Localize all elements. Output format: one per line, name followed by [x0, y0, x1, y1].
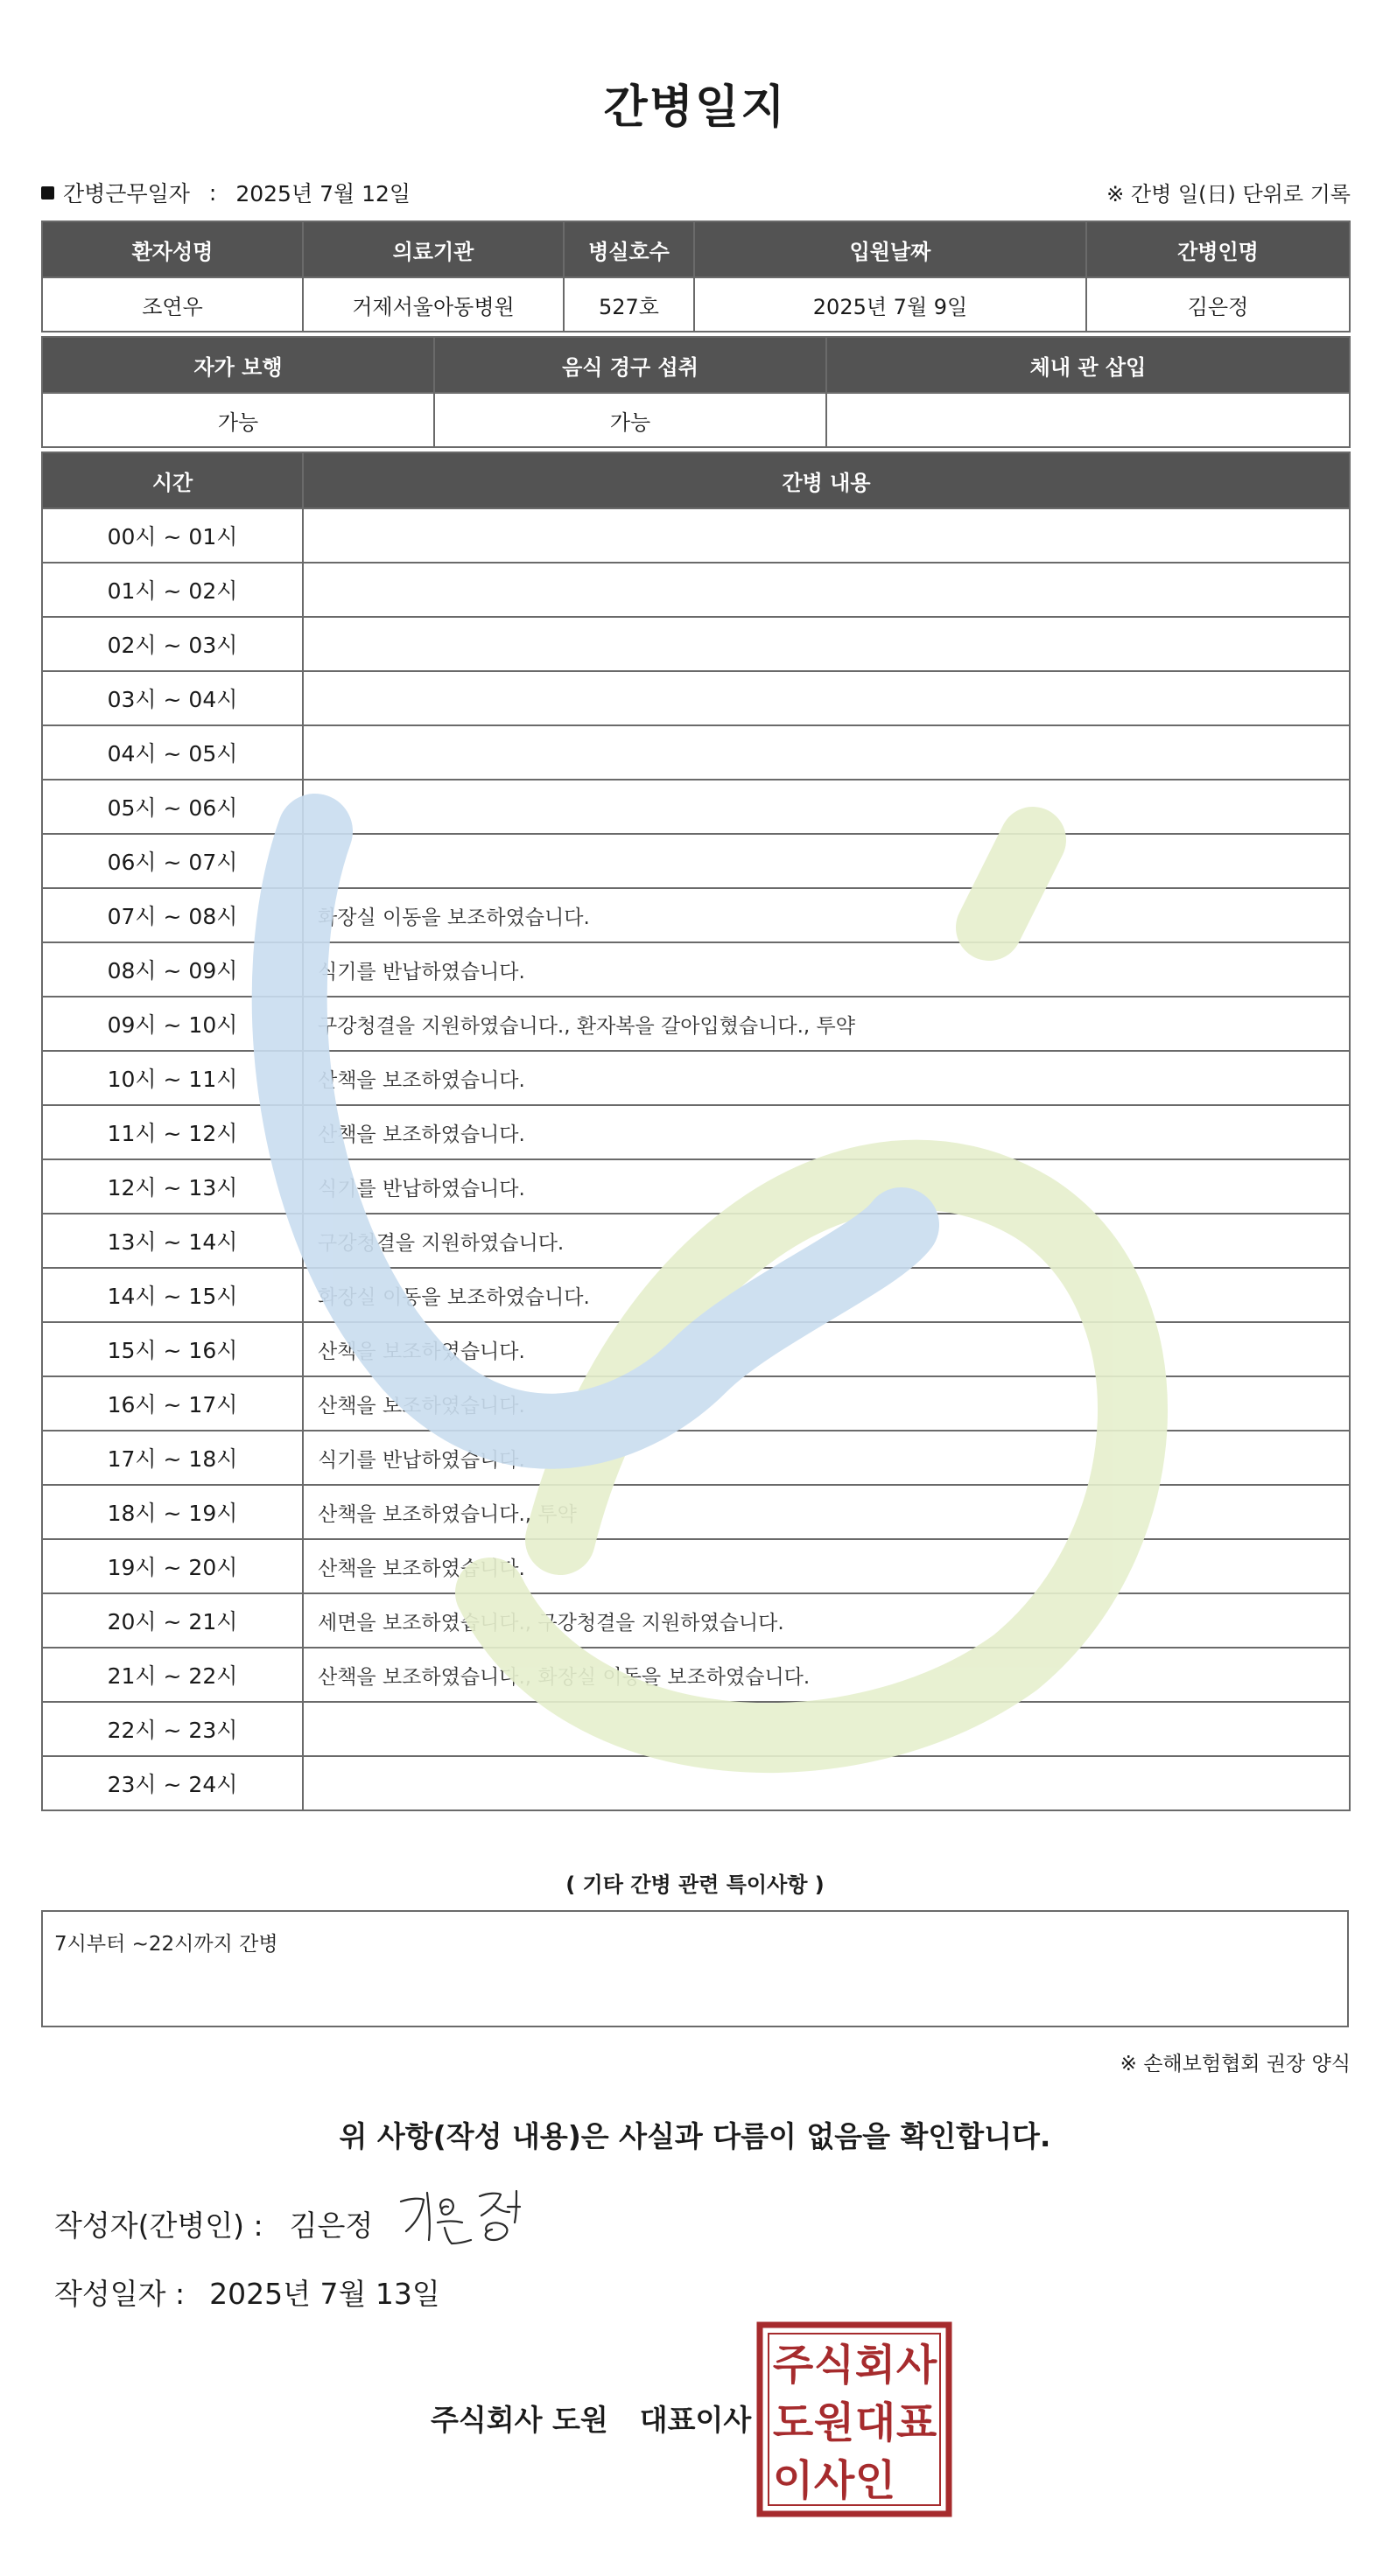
handwritten-signature	[396, 2182, 536, 2252]
log-time-cell: 19시 ~ 20시	[42, 1539, 303, 1593]
header-tube-insertion: 체내 관 삽입	[826, 337, 1350, 393]
care-log-row	[42, 997, 1350, 1051]
header-patient-name: 환자성명	[42, 221, 303, 277]
writer-name: 김은정	[289, 2208, 374, 2243]
patient-status-table	[41, 336, 1351, 448]
daily-record-note: ※ 간병 일(日) 단위로 기록	[1106, 182, 1351, 206]
care-log-row	[42, 888, 1350, 942]
status-value-row	[42, 393, 1350, 447]
log-time-cell: 18시 ~ 19시	[42, 1485, 303, 1539]
company-representative: 대표이사	[639, 2403, 752, 2437]
status-header-row	[42, 337, 1350, 393]
header-caregiver-name: 간병인명	[1086, 221, 1350, 277]
hospital-value: 거제서울아동병원	[303, 277, 564, 332]
seal-character: 도	[772, 2398, 814, 2447]
care-log-row	[42, 1376, 1350, 1431]
log-content-cell: 식기를 반납하였습니다.	[303, 1159, 1350, 1214]
company-name: 주식회사 도원	[431, 2403, 608, 2437]
room-number-value: 527호	[564, 277, 694, 332]
work-date-label: 간병근무일자	[63, 181, 190, 206]
seal-character: 주	[772, 2341, 814, 2390]
oral-intake-value: 가능	[434, 393, 826, 447]
seal-character: 식	[813, 2341, 855, 2390]
log-time-cell: 20시 ~ 21시	[42, 1593, 303, 1648]
log-content-cell	[303, 617, 1350, 671]
log-content-cell: 구강청결을 지원하였습니다.	[303, 1214, 1350, 1268]
log-time-cell: 12시 ~ 13시	[42, 1159, 303, 1214]
care-log-row	[42, 1214, 1350, 1268]
log-time-cell: 23시 ~ 24시	[42, 1756, 303, 1810]
log-content-cell	[303, 671, 1350, 725]
write-date-label: 작성일자 :	[54, 2277, 186, 2311]
log-content-cell: 산책을 보조하였습니다.	[303, 1051, 1350, 1105]
log-time-cell: 00시 ~ 01시	[42, 508, 303, 563]
bullet-square-icon	[41, 186, 54, 200]
log-content-cell: 산책을 보조하였습니다.	[303, 1105, 1350, 1159]
seal-character: 사	[813, 2456, 855, 2505]
patient-info-table	[41, 220, 1351, 332]
work-date-row	[41, 177, 411, 208]
log-content-cell	[303, 508, 1350, 563]
writer-label: 작성자(간병인) :	[54, 2208, 263, 2243]
care-log-row	[42, 563, 1350, 617]
care-log-row	[42, 1051, 1350, 1105]
page-title: 간병일지	[603, 81, 787, 134]
remarks-text: 7시부터 ~22시까지 간병	[54, 1933, 278, 1956]
log-time-cell: 05시 ~ 06시	[42, 780, 303, 834]
header-hospital: 의료기관	[303, 221, 564, 277]
log-content-cell: 산책을 보조하였습니다.	[303, 1539, 1350, 1593]
log-time-cell: 07시 ~ 08시	[42, 888, 303, 942]
seal-character: 대	[854, 2398, 896, 2447]
log-time-cell: 11시 ~ 12시	[42, 1105, 303, 1159]
write-date-line	[54, 2272, 440, 2313]
log-time-cell: 16시 ~ 17시	[42, 1376, 303, 1431]
header-room-number: 병실호수	[564, 221, 694, 277]
seal-character: 사	[895, 2341, 937, 2390]
company-line	[431, 2398, 751, 2439]
header-self-walking: 자가 보행	[42, 337, 434, 393]
care-log-row	[42, 780, 1350, 834]
log-content-cell	[303, 1756, 1350, 1810]
log-content-cell: 산책을 보조하였습니다.	[303, 1376, 1350, 1431]
header-care-content: 간병 내용	[303, 452, 1350, 508]
seal-character: 이	[772, 2456, 814, 2505]
colon-separator: :	[208, 179, 217, 206]
log-time-cell: 22시 ~ 23시	[42, 1702, 303, 1756]
log-time-cell: 15시 ~ 16시	[42, 1322, 303, 1376]
log-time-cell: 13시 ~ 14시	[42, 1214, 303, 1268]
log-time-cell: 21시 ~ 22시	[42, 1648, 303, 1702]
log-time-cell: 17시 ~ 18시	[42, 1431, 303, 1485]
confirmation-statement: 위 사항(작성 내용)은 사실과 다름이 없음을 확인합니다.	[339, 2119, 1051, 2153]
admission-date-value: 2025년 7월 9일	[694, 277, 1086, 332]
log-content-cell: 산책을 보조하였습니다.	[303, 1322, 1350, 1376]
care-log-table	[41, 452, 1351, 1811]
log-time-cell: 09시 ~ 10시	[42, 997, 303, 1051]
care-log-row	[42, 725, 1350, 780]
log-time-cell: 14시 ~ 15시	[42, 1268, 303, 1322]
care-log-row	[42, 834, 1350, 888]
form-source-note: ※ 손해보험협회 권장 양식	[1120, 2053, 1351, 2076]
self-walking-value: 가능	[42, 393, 434, 447]
log-content-cell	[303, 780, 1350, 834]
care-log-row	[42, 671, 1350, 725]
log-time-cell: 03시 ~ 04시	[42, 671, 303, 725]
care-log-row	[42, 1431, 1350, 1485]
log-content-cell: 구강청결을 지원하였습니다., 환자복을 갈아입혔습니다., 투약	[303, 997, 1350, 1051]
log-time-cell: 04시 ~ 05시	[42, 725, 303, 780]
write-date-value: 2025년 7월 13일	[209, 2277, 440, 2311]
care-log-row	[42, 1702, 1350, 1756]
log-time-cell: 02시 ~ 03시	[42, 617, 303, 671]
log-content-cell	[303, 563, 1350, 617]
patient-name-value: 조연우	[42, 277, 303, 332]
care-log-row	[42, 1539, 1350, 1593]
care-log-body	[42, 508, 1350, 1810]
log-content-cell: 식기를 반납하였습니다.	[303, 942, 1350, 997]
seal-character: 회	[854, 2341, 896, 2390]
log-content-cell: 세면을 보조하였습니다., 구강청결을 지원하였습니다.	[303, 1593, 1350, 1648]
header-time: 시간	[42, 452, 303, 508]
remarks-title: ( 기타 간병 관련 특이사항 )	[565, 1872, 825, 1897]
log-content-cell	[303, 834, 1350, 888]
log-content-cell: 산책을 보조하였습니다., 화장실 이동을 보조하였습니다.	[303, 1648, 1350, 1702]
log-content-cell: 산책을 보조하였습니다., 투약	[303, 1485, 1350, 1539]
tube-insertion-value	[826, 393, 1350, 447]
log-time-cell: 01시 ~ 02시	[42, 563, 303, 617]
care-log-row	[42, 1105, 1350, 1159]
care-log-row	[42, 1648, 1350, 1702]
company-seal-stamp	[756, 2321, 952, 2517]
seal-character: 인	[854, 2456, 896, 2505]
care-log-row	[42, 1756, 1350, 1810]
log-content-cell	[303, 725, 1350, 780]
log-content-cell: 화장실 이동을 보조하였습니다.	[303, 1268, 1350, 1322]
log-content-cell: 식기를 반납하였습니다.	[303, 1431, 1350, 1485]
log-time-cell: 08시 ~ 09시	[42, 942, 303, 997]
work-date-value: 2025년 7월 12일	[235, 181, 411, 206]
care-log-row	[42, 1268, 1350, 1322]
care-log-row	[42, 1322, 1350, 1376]
care-log-row	[42, 1485, 1350, 1539]
writer-line	[54, 2203, 373, 2244]
care-log-row	[42, 1159, 1350, 1214]
log-content-cell	[303, 1702, 1350, 1756]
care-log-row	[42, 942, 1350, 997]
care-log-row	[42, 617, 1350, 671]
patient-info-value-row	[42, 277, 1350, 332]
care-log-row	[42, 508, 1350, 563]
care-log-row	[42, 1593, 1350, 1648]
header-oral-intake: 음식 경구 섭취	[434, 337, 826, 393]
log-content-cell: 화장실 이동을 보조하였습니다.	[303, 888, 1350, 942]
caregiver-name-value: 김은정	[1086, 277, 1350, 332]
patient-info-header-row	[42, 221, 1350, 277]
seal-character: 표	[895, 2398, 937, 2447]
log-time-cell: 06시 ~ 07시	[42, 834, 303, 888]
seal-character: 원	[813, 2398, 855, 2447]
log-time-cell: 10시 ~ 11시	[42, 1051, 303, 1105]
care-log-header-row	[42, 452, 1350, 508]
header-admission-date: 입원날짜	[694, 221, 1086, 277]
